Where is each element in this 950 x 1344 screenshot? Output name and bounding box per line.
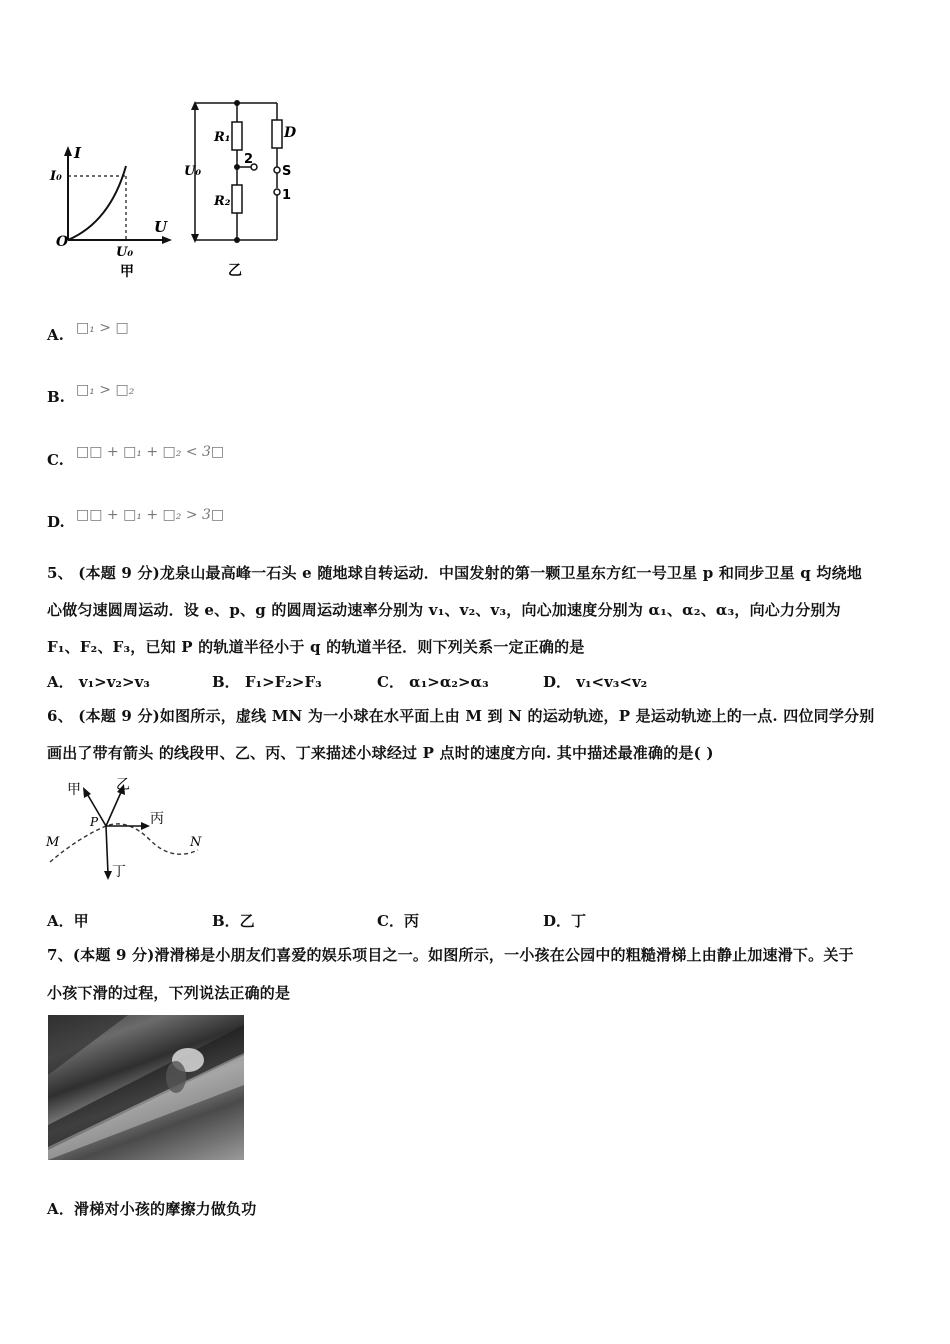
label-jia: 甲 — [67, 782, 81, 798]
resistor-r1 — [232, 122, 242, 150]
label-contact-2: 2 — [244, 152, 254, 167]
graph-curve — [68, 166, 126, 240]
q6-option-b: B．乙 — [212, 912, 255, 930]
q4-option-c-letter: C. — [47, 451, 64, 469]
device-d — [272, 120, 282, 148]
graph-u0-label: U₀ — [116, 245, 134, 260]
circuit-caption: 乙 — [228, 263, 242, 279]
q4-option-b-letter: B. — [47, 388, 65, 406]
trajectory-figure — [40, 770, 220, 890]
resistor-r2 — [232, 185, 242, 213]
q6-option-d: D．丁 — [543, 912, 587, 930]
label-s: S — [282, 164, 292, 179]
q6-option-c: C．丙 — [377, 912, 419, 930]
q5-text-line-2: 心做匀速圆周运动．设 e、p、g 的圆周运动速率分别为 v₁、v₂、v₃，向心加速度分别为 α₁、α₂、α₃，向心力分别为 — [47, 601, 841, 619]
q5-text-line-1: 5、 (本题 9 分)龙泉山最高峰一石头 e 随地球自转运动．中国发射的第一颗卫星东方红一号卫星 p 和同步卫星 q 均绕地 — [47, 564, 862, 582]
graph-x-label: U — [154, 218, 168, 236]
label-r2: R₂ — [214, 194, 231, 209]
graph-i0-label: I₀ — [50, 169, 62, 184]
graph-y-arrow — [64, 146, 72, 156]
q6-text-line-2: 画出了带有箭头 的线段甲、乙、丙、丁来描述小球经过 P 点时的速度方向. 其中描述最准确的是( ) — [47, 744, 714, 762]
label-m: M — [46, 835, 60, 850]
label-ding: 丁 — [112, 864, 126, 880]
switch-s-pivot — [274, 167, 280, 173]
trajectory-curve-mn — [50, 824, 198, 862]
q5-option-d: D． v₁<v₃<v₂ — [543, 673, 648, 691]
q6-text-line-1: 6、 (本题 9 分)如图所示，虚线 MN 为一小球在水平面上由 M 到 N 的运动轨迹，P 是运动轨迹上的一点. 四位同学分别 — [47, 707, 875, 725]
label-n: N — [190, 835, 202, 850]
label-bing: 丙 — [150, 811, 164, 827]
iu-graph-figure — [40, 140, 180, 290]
q5-option-c: C． α₁>α₂>α₃ — [377, 673, 489, 691]
slide-photo — [48, 1015, 244, 1160]
arrow-ding-head — [104, 871, 112, 880]
circuit-contact-1 — [274, 189, 280, 195]
arrow-bing-head — [141, 822, 150, 830]
label-p: P — [90, 815, 99, 829]
graph-x-arrow — [162, 236, 172, 244]
label-yi: 乙 — [116, 777, 130, 793]
q7-text-line-1: 7、(本题 9 分)滑滑梯是小朋友们喜爱的娱乐项目之一。如图所示，一小孩在公园中的粗糙滑梯上由静止加速滑下。关于 — [47, 946, 854, 964]
label-r1: R₁ — [214, 130, 231, 145]
q4-option-d-letter: D. — [47, 513, 65, 531]
circuit-u0-arrow-bottom — [191, 234, 199, 243]
label-d: D — [284, 125, 297, 141]
slide-photo-art — [48, 1015, 244, 1160]
graph-origin-label: O — [56, 234, 69, 250]
q7-option-a: A．滑梯对小孩的摩擦力做负功 — [47, 1200, 257, 1218]
circuit-figure — [180, 95, 310, 285]
q5-option-b: B． F₁>F₂>F₃ — [212, 673, 322, 691]
graph-y-label: I — [74, 144, 82, 162]
q4-option-a-formula: □₁ > □ — [76, 320, 129, 336]
q6-option-a: A．甲 — [47, 912, 89, 930]
q4-option-b-formula: □₁ > □₂ — [76, 382, 135, 398]
q4-option-a-letter: A. — [47, 326, 64, 344]
q5-text-line-3: F₁、F₂、F₃，已知 P 的轨道半径小于 q 的轨道半径．则下列关系一定正确的是 — [47, 638, 585, 656]
graph-caption: 甲 — [120, 264, 134, 280]
arrow-jia-head — [83, 787, 91, 798]
arrow-yi — [106, 790, 122, 826]
q7-text-line-2: 小孩下滑的过程，下列说法正确的是 — [47, 984, 291, 1002]
q4-option-d-formula: □□ + □₁ + □₂ > 3□ — [76, 507, 225, 523]
q5-option-a: A． v₁>v₂>v₃ — [47, 673, 150, 691]
circuit-u0-label: U₀ — [184, 164, 202, 179]
arrow-ding — [106, 826, 108, 874]
q4-option-c-formula: □□ + □₁ + □₂ < 3□ — [76, 444, 225, 460]
label-contact-1: 1 — [282, 188, 292, 203]
